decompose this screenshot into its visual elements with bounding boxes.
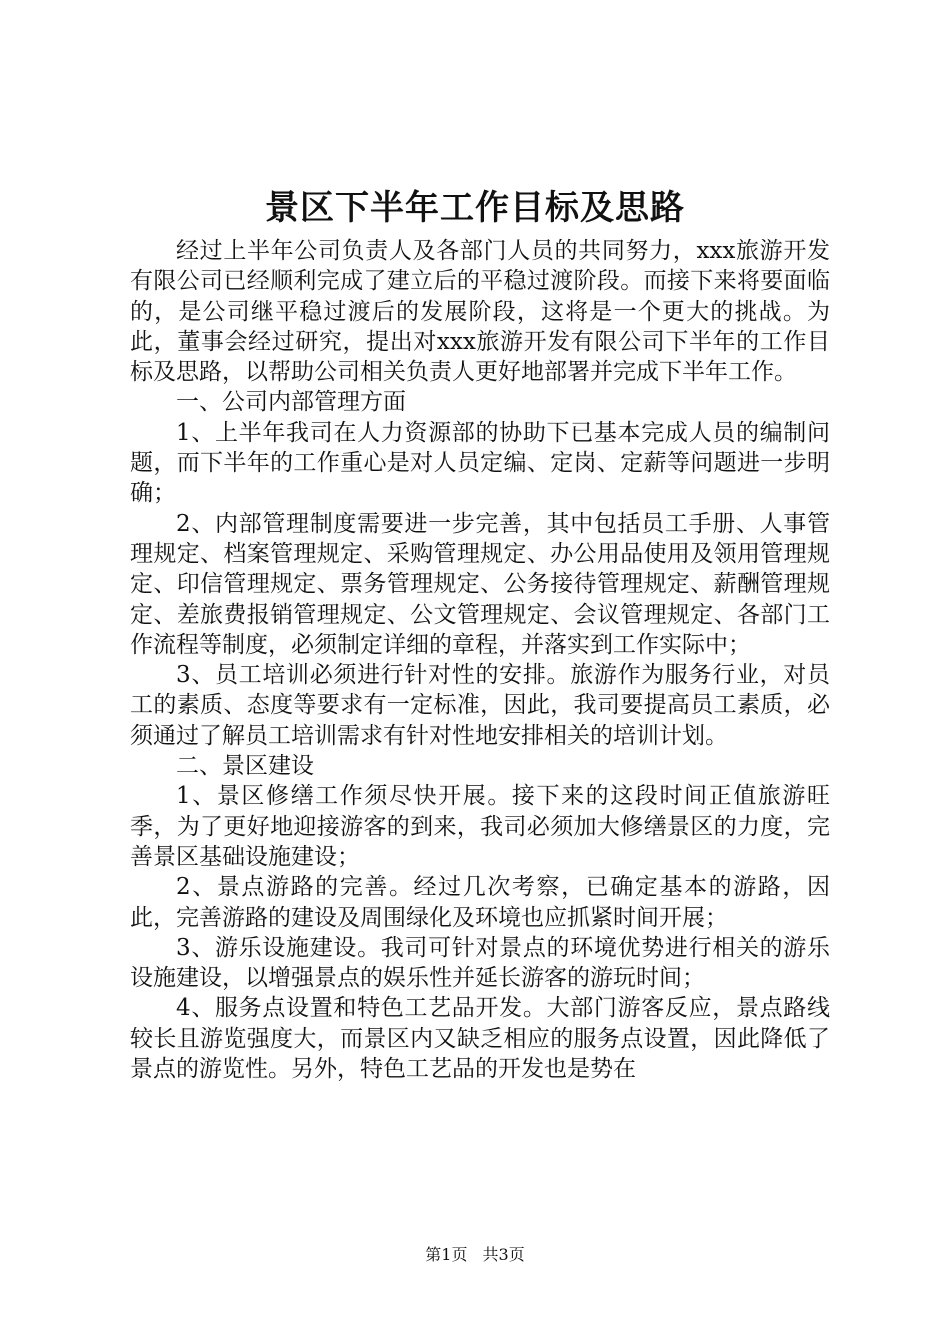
list-item-facilities: 3、游乐设施建设。我司可针对景点的环境优势进行相关的游乐设施建设，以增强景点的娱乐性并延长游客的游玩时间； xyxy=(130,934,830,992)
list-item-training: 3、员工培训必须进行针对性的安排。旅游作为服务行业，对员工的素质、态度等要求有一定标准，因此，我司要提高员工素质，必须通过了解员工培训需求有针对性地安排相关的培训计划。 xyxy=(130,662,830,749)
list-item-repairs: 1、景区修缮工作须尽快开展。接下来的这段时间正值旅游旺季，为了更好地迎接游客的到来，我司必须加大修缮景区的力度，完善景区基础设施建设； xyxy=(130,783,830,870)
list-item-management-rules: 2、内部管理制度需要进一步完善，其中包括员工手册、人事管理规定、档案管理规定、采购管理规定、办公用品使用及领用管理规定、印信管理规定、票务管理规定、公务接待管理规定、薪酬管理规定、差旅费报销管理规定、公文管理规定、会议管理规定、各部门工作流程等制度，必须制定详细的章程，并落实到工作实际中； xyxy=(130,510,830,658)
section-heading-scenic-construction: 二、景区建设 xyxy=(176,753,314,780)
list-item-service-points: 4、服务点设置和特色工艺品开发。大部门游客反应，景点路线较长且游览强度大，而景区内又缺乏相应的服务点设置，因此降低了景点的游览性。另外，特色工艺品的开发也是势在 xyxy=(130,995,830,1083)
intro-paragraph: 经过上半年公司负责人及各部门人员的共同努力，xxx旅游开发有限公司已经顺利完成了建立后的平稳过渡阶段。而接下来将要面临的，是公司继平稳过渡后的发展阶段，这将是一个更大的挑战。为此，董事会经过研究，提出对xxx旅游开发有限公司下半年的工作目标及思路，以帮助公司相关负责人更好地部署并完成下半年工作。 xyxy=(130,238,830,386)
section-heading-internal-management: 一、公司内部管理方面 xyxy=(176,389,406,416)
document-title: 景区下半年工作目标及思路 xyxy=(265,188,685,228)
page-footer xyxy=(0,1244,950,1266)
list-item-routes: 2、景点游路的完善。经过几次考察，已确定基本的游路，因此，完善游路的建设及周围绿化及环境也应抓紧时间开展； xyxy=(130,874,830,931)
page-total: 共3页 xyxy=(482,1245,525,1264)
page-number: 第1页 xyxy=(425,1245,468,1264)
list-item-staffing: 1、上半年我司在人力资源部的协助下已基本完成人员的编制问题，而下半年的工作重心是对人员定编、定岗、定薪等问题进一步明确； xyxy=(130,419,830,507)
document-body xyxy=(130,236,830,1084)
